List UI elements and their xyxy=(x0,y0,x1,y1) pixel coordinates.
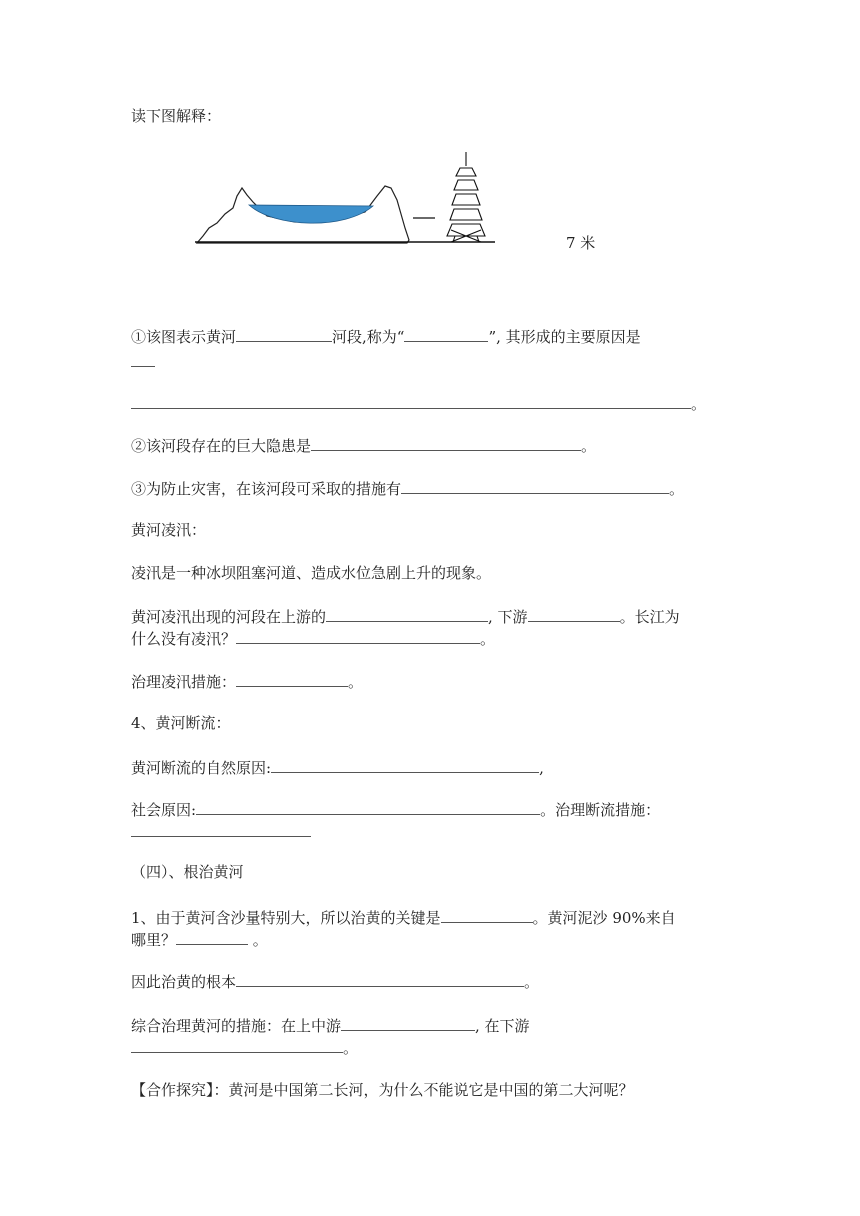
section4-measures-cont xyxy=(131,1036,358,1058)
q1-blank-4[interactable] xyxy=(131,392,691,409)
ling-definition: 凌汛是一种冰坝阻塞河道、造成水位急剧上升的现象。 xyxy=(131,564,492,582)
q3-text: ③为防止灾害，在该河段可采取的措施有 xyxy=(131,480,402,498)
tower-icon xyxy=(447,152,485,242)
intro-text: 读下图解释： xyxy=(131,107,222,125)
ling-text-c: 。长江为 xyxy=(619,608,680,626)
duanliu-measure-line xyxy=(131,820,311,842)
coop-tag: 【合作探究】 xyxy=(131,1081,214,1099)
ling-measure-blank[interactable] xyxy=(236,670,348,687)
duanliu-natural xyxy=(131,756,544,778)
q1-blank-3[interactable] xyxy=(131,350,155,367)
section4-root xyxy=(131,970,539,992)
section4-q1-text-c: 哪里？ xyxy=(131,931,177,949)
ling-blank-3[interactable] xyxy=(236,627,480,644)
duanliu-measure-blank[interactable] xyxy=(131,820,311,837)
q1-continuation xyxy=(131,350,155,372)
ling-text-d: 什么没有凌汛？ xyxy=(131,630,237,648)
q3-end: 。 xyxy=(669,480,685,498)
section4-q1-text-a: 1、由于黄河含沙量特别大，所以治黄的关键是 xyxy=(131,909,441,927)
section4-q1 xyxy=(131,906,676,928)
duanliu-social-blank[interactable] xyxy=(196,798,540,815)
q2-end: 。 xyxy=(581,437,597,455)
q1-blank-1[interactable] xyxy=(236,325,332,342)
q2-text: ②该河段存在的巨大隐患是 xyxy=(131,437,312,455)
question-3 xyxy=(131,477,684,499)
section4-q1-blank-1[interactable] xyxy=(441,906,533,923)
height-label: 7 米 xyxy=(566,234,596,252)
hanging-river-diagram xyxy=(195,150,495,250)
section4-title: （四）、根治黄河 xyxy=(131,863,244,881)
question-2 xyxy=(131,434,596,456)
q1-blank-2[interactable] xyxy=(404,325,488,342)
duanliu-natural-end: , xyxy=(539,759,544,777)
duanliu-social xyxy=(131,798,660,820)
section4-q1-text-b: 。黄河泥沙 90%来自 xyxy=(532,909,676,927)
duanliu-title: 4、黄河断流： xyxy=(131,714,231,732)
coop-question xyxy=(131,1080,634,1100)
duanliu-social-text: 社会原因: xyxy=(131,801,197,819)
duanliu-natural-blank[interactable] xyxy=(271,756,539,773)
ling-text-a: 黄河凌汛出现的河段在上游的 xyxy=(131,608,327,626)
ling-blank-1[interactable] xyxy=(326,605,488,622)
duanliu-natural-text: 黄河断流的自然原因: xyxy=(131,759,272,777)
question-1 xyxy=(131,325,641,347)
q1-end: 。 xyxy=(691,395,707,413)
ling-text-b: , 下游 xyxy=(488,608,528,626)
section4-measures-blank-1[interactable] xyxy=(341,1014,475,1031)
section4-measures-text-b: , 在下游 xyxy=(475,1017,530,1035)
q3-blank[interactable] xyxy=(401,477,669,494)
section4-root-blank[interactable] xyxy=(236,970,524,987)
section4-measures xyxy=(131,1014,530,1036)
duanliu-measure-text: 。治理断流措施： xyxy=(540,801,661,819)
ling-question xyxy=(131,605,680,627)
section4-measures-end: 。 xyxy=(343,1039,359,1057)
q1-text-b: 河段,称为“ xyxy=(332,328,405,346)
ling-title: 黄河凌汛： xyxy=(131,521,207,539)
section4-measures-text-a: 综合治理黄河的措施：在上中游 xyxy=(131,1017,342,1035)
ling-measure-end: 。 xyxy=(348,673,364,691)
section4-q1-cont xyxy=(131,928,268,950)
section4-q1-blank-2[interactable] xyxy=(176,928,248,945)
coop-text: ：黄河是中国第二长河，为什么不能说它是中国的第二大河呢？ xyxy=(213,1081,634,1099)
ling-question-cont xyxy=(131,627,495,649)
ling-measure-text: 治理凌汛措施： xyxy=(131,673,237,691)
q2-blank[interactable] xyxy=(311,434,581,451)
ling-measures xyxy=(131,670,363,692)
section4-q1-end: 。 xyxy=(248,931,268,949)
section4-measures-blank-2[interactable] xyxy=(131,1036,343,1053)
section4-root-end: 。 xyxy=(524,973,540,991)
ling-blank-2[interactable] xyxy=(528,605,620,622)
q1-answer-line xyxy=(131,392,706,414)
q1-text-a: ①该图表示黄河 xyxy=(131,328,237,346)
q1-text-c: ”, 其形成的主要原因是 xyxy=(488,328,641,346)
ling-end: 。 xyxy=(480,630,496,648)
section4-root-text: 因此治黄的根本 xyxy=(131,973,237,991)
